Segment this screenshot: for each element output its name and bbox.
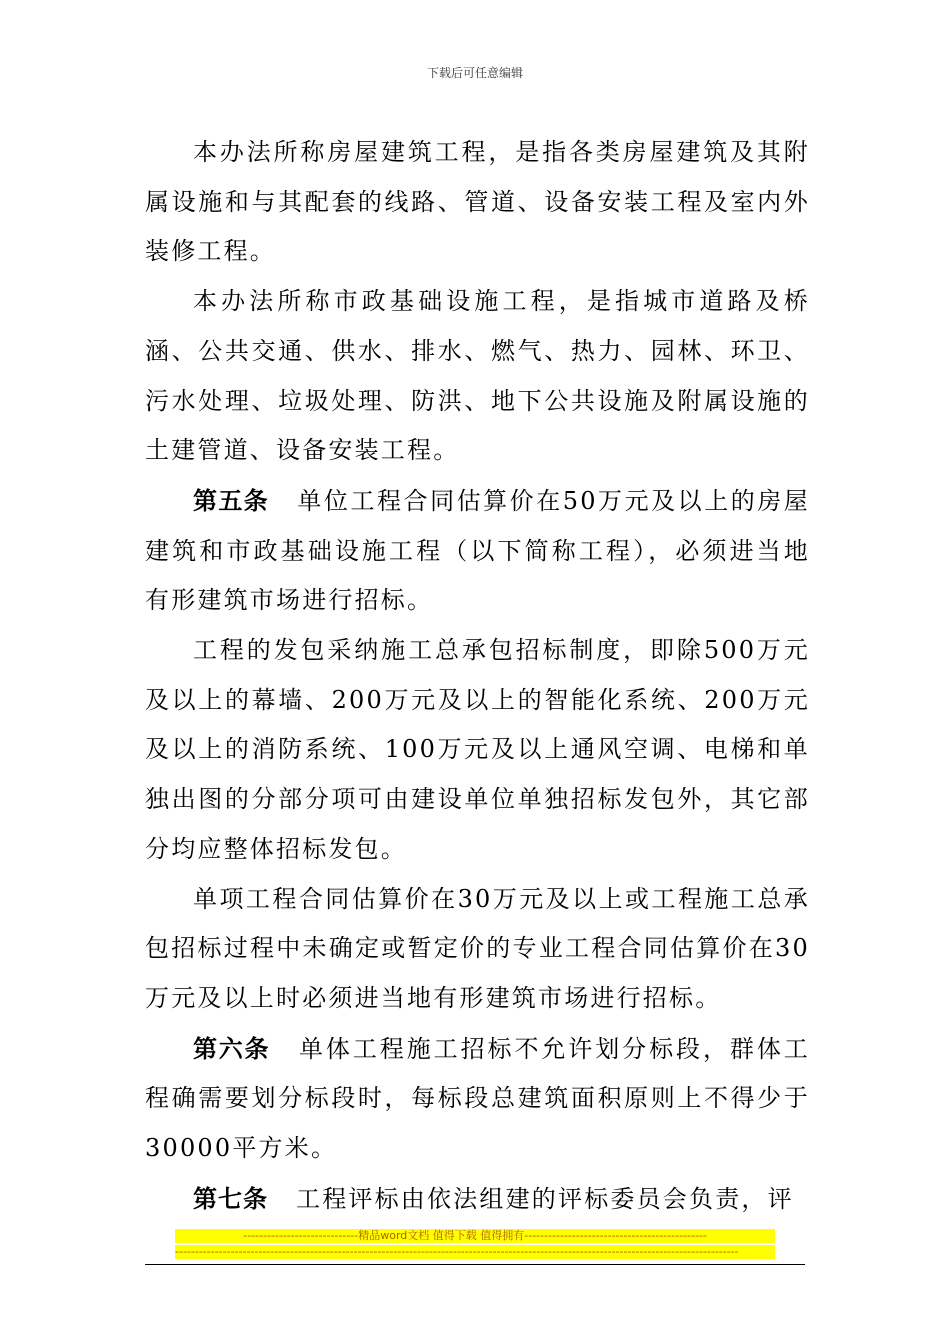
paragraph-general-contracting: 工程的发包采纳施工总承包招标制度，即除500万元及以上的幕墙、200万元及以上的智能化系统、200万元及以上的消防系统、100万元及以上通风空调、电梯和单独出图的分部分项可由建设单位单独招标发包外，其它部分均应整体招标发包。 — [145, 636, 810, 863]
article-title: 第六条 — [193, 1033, 271, 1063]
page-header: 下载后可任意编辑 — [426, 66, 523, 80]
article-title: 第七条 — [193, 1183, 268, 1213]
article-6: 第六条 单体工程施工招标不允许划分标段，群体工程确需要划分标段时，每标段总建筑面积原则上不得少于30000平方米。 — [145, 1033, 810, 1163]
document-body — [145, 128, 810, 1224]
footer-divider — [145, 1264, 805, 1265]
footer-banner-line-1: -----------------------------精品word文档 值得下载 值得拥有---------------------------------------------- — [175, 1229, 775, 1243]
paragraph-municipal-definition: 本办法所称市政基础设施工程，是指城市道路及桥涵、公共交通、供水、排水、燃气、热力、园林、环卫、污水处理、垃圾处理、防洪、地下公共设施及附属设施的土建管道、设备安装工程。 — [145, 287, 810, 465]
footer-banner-line-2: ---------------------------------------------------------------------------------------------------------------------------------------------- — [175, 1245, 775, 1259]
paragraph-single-project: 单项工程合同估算价在30万元及以上或工程施工总承包招标过程中未确定或暂定价的专业工程合同估算价在30万元及以上时必须进当地有形建筑市场进行招标。 — [145, 884, 810, 1012]
article-7: 第七条 工程评标由依法组建的评标委员会负责，评 — [193, 1183, 794, 1213]
article-5: 第五条 单位工程合同估算价在50万元及以上的房屋建筑和市政基础设施工程（以下简称工程），必须进当地有形建筑市场进行招标。 — [145, 485, 811, 615]
article-title: 第五条 — [193, 485, 270, 515]
paragraph-building-definition: 本办法所称房屋建筑工程，是指各类房屋建筑及其附属设施和与其配套的线路、管道、设备安装工程及室内外装修工程。 — [145, 138, 810, 266]
